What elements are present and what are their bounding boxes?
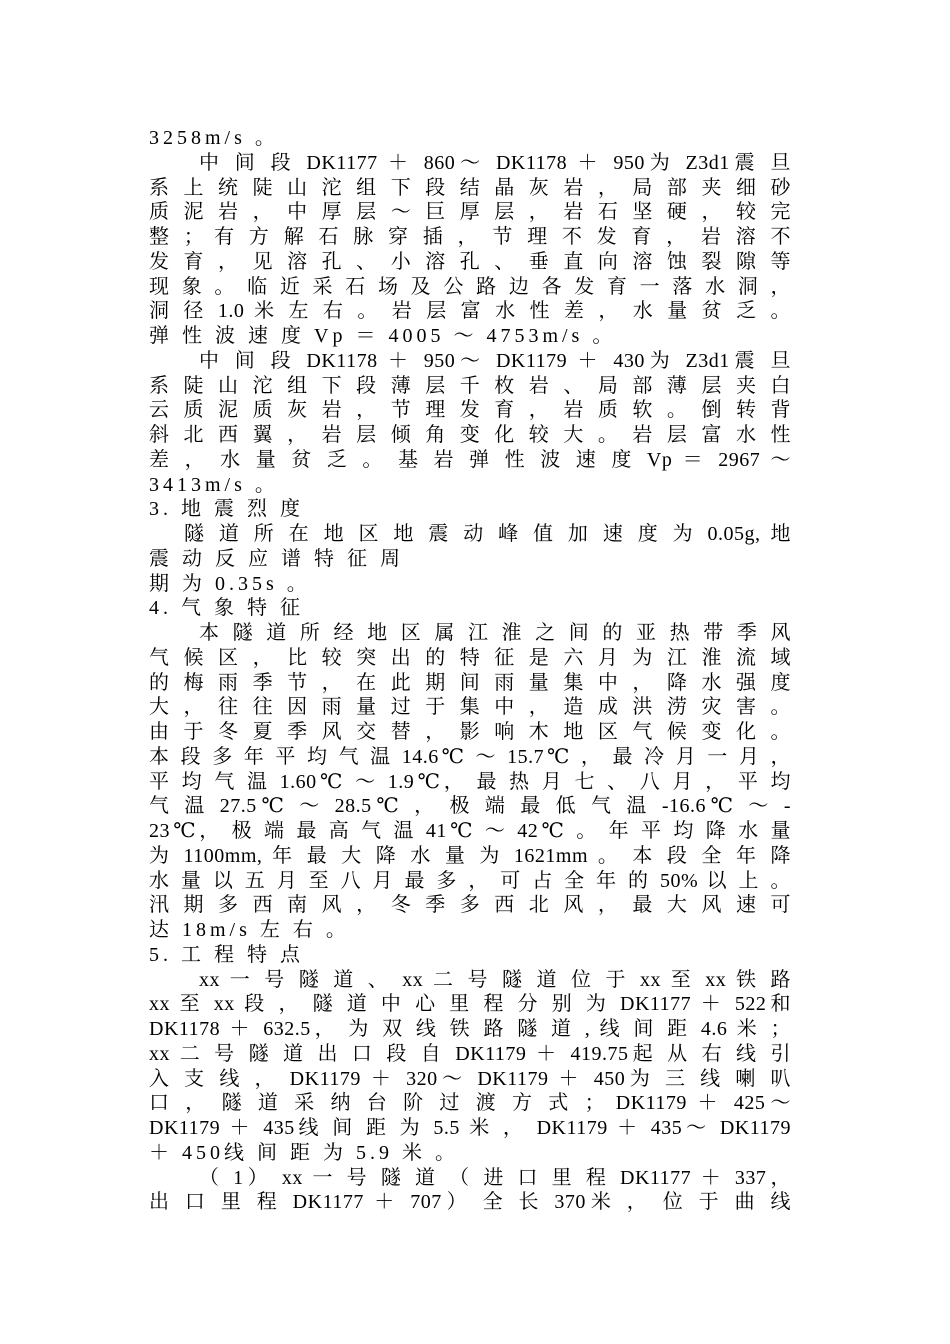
text-line: 出 口 里 程 DK1177 ＋ 707） 全 长 370米 ， 位 于 曲 线 — [149, 1191, 791, 1214]
text-line: 口 ， 隧 道 采 纳 台 阶 过 渡 方 式 ； DK1179 ＋ 425～ — [149, 1092, 791, 1115]
text-line: 汛 期 多 西 南 风 ， 冬 季 多 西 北 风 ， 最 大 风 速 可 — [149, 894, 791, 917]
text-line: 中 间 段 DK1177 ＋ 860～ DK1178 ＋ 950为 Z3d1震 旦 — [199, 151, 791, 174]
text-line: 隧 道 所 在 地 区 地 震 动 峰 值 加 速 度 为 0.05g, 地 — [184, 523, 791, 545]
text-line: 达 18m/s 左 右 。 — [149, 919, 350, 941]
text-line: 水 量 以 五 月 至 八 月 最 多 ， 可 占 全 年 的 50% 以 上 。 — [149, 869, 791, 892]
text-line: 的 梅 雨 季 节 ， 在 此 期 间 雨 量 集 中 ， 降 水 强 度 — [149, 671, 791, 694]
text-line: xx 一 号 隧 道 、 xx 二 号 隧 道 位 于 xx 至 xx 铁 路 — [199, 968, 791, 991]
text-line: 23℃， 极 端 最 高 气 温 41℃ ～ 42℃ 。 年 平 均 降 水 量 — [149, 820, 791, 842]
text-line: 整 ； 有 方 解 石 脉 穿 插 ， 节 理 不 发 育 ， 岩 溶 不 — [149, 226, 791, 248]
text-line: 云 质 泥 质 灰 岩 ， 节 理 发 育 ， 岩 质 软 。 倒 转 背 — [149, 399, 791, 422]
text-line: xx 至 xx 段 ， 隧 道 中 心 里 程 分 别 为 DK1177 ＋ 522和 — [149, 993, 791, 1016]
text-line: 3. 地 震 烈 度 — [149, 498, 304, 521]
text-line: 差 ， 水 量 贫 乏 。 基 岩 弹 性 波 速 度 Vp ＝ 2967 ～ — [149, 448, 791, 471]
text-line: 4. 气 象 特 征 — [149, 597, 304, 620]
text-line: 质 泥 岩 ， 中 厚 层 ～ 巨 厚 层 ， 岩 石 坚 硬 ， 较 完 — [149, 201, 791, 224]
text-line: 弹 性 波 速 度 Vp ＝ 4005 ～ 4753m/s 。 — [149, 325, 617, 347]
text-line: （ 1） xx 一 号 隧 道 （ 进 口 里 程 DK1177 ＋ 337， — [199, 1166, 791, 1189]
text-line: 入 支 线 ， DK1179 ＋ 320～ DK1179 ＋ 450为 三 线 喇 叭 — [149, 1067, 791, 1090]
text-line: 本 隧 道 所 经 地 区 属 江 淮 之 间 的 亚 热 带 季 风 — [199, 622, 791, 644]
text-line: 3258m/s 。 — [149, 127, 279, 149]
text-line: 气 候 区 ， 比 较 突 出 的 特 征 是 六 月 为 江 淮 流 域 — [149, 646, 791, 669]
text-line: 斜 北 西 翼 ， 岩 层 倾 角 变 化 较 大 。 岩 层 富 水 性 — [149, 424, 791, 446]
text-line: 平 均 气 温 1.60℃ ～ 1.9℃， 最 热 月 七 、 八 月 ， 平 均 — [149, 770, 791, 793]
text-line: 发 育 ， 见 溶 孔 、 小 溶 孔 、 垂 直 向 溶 蚀 裂 隙 等 — [149, 250, 791, 273]
text-line: DK1178 ＋ 632.5， 为 双 线 铁 路 隧 道 , 线 间 距 4.6 米 ； — [149, 1018, 791, 1040]
text-line: 期 为 0.35s 。 — [149, 572, 311, 595]
text-line: 3413m/s 。 — [149, 473, 279, 496]
text-line: 系 上 统 陡 山 沱 组 下 段 结 晶 灰 岩 ， 局 部 夹 细 砂 — [149, 176, 791, 199]
text-line: 为 1100mm, 年 最 大 降 水 量 为 1621mm 。 本 段 全 年 降 — [149, 844, 791, 867]
text-line: DK1179 ＋ 435线 间 距 为 5.5 米 ， DK1179 ＋ 435～ DK1179 — [149, 1117, 791, 1139]
text-line: 本 段 多 年 平 均 气 温 14.6℃ ～ 15.7℃ ， 最 冷 月 一 月 ， — [149, 745, 791, 768]
text-line: 震 动 反 应 谱 特 征 周 — [149, 547, 404, 570]
text-line: ＋ 450线 间 距 为 5.9 米 。 — [149, 1141, 459, 1164]
text-line: 中 间 段 DK1178 ＋ 950～ DK1179 ＋ 430为 Z3d1震 旦 — [199, 349, 791, 372]
text-line: 大 ， 往 往 因 雨 量 过 于 集 中 ， 造 成 洪 涝 灾 害 。 — [149, 696, 791, 719]
text-line: 洞 径 1.0 米 左 右 。 岩 层 富 水 性 差 ， 水 量 贫 乏 。 — [149, 300, 791, 323]
text-line: 气 温 27.5℃ ～ 28.5℃ ， 极 端 最 低 气 温 -16.6℃ ～ - — [149, 795, 791, 818]
text-line: 现 象 。 临 近 采 石 场 及 公 路 边 各 发 育 一 落 水 洞 ， — [149, 275, 791, 298]
text-line: 5. 工 程 特 点 — [149, 943, 304, 966]
text-line: 系 陡 山 沱 组 下 段 薄 层 千 枚 岩 、 局 部 薄 层 夹 白 — [149, 374, 791, 397]
text-line: xx 二 号 隧 道 出 口 段 自 DK1179 ＋ 419.75起 从 右 线 引 — [149, 1042, 791, 1065]
text-line: 由 于 冬 夏 季 风 交 替 ， 影 响 木 地 区 气 候 变 化 。 — [149, 721, 791, 743]
